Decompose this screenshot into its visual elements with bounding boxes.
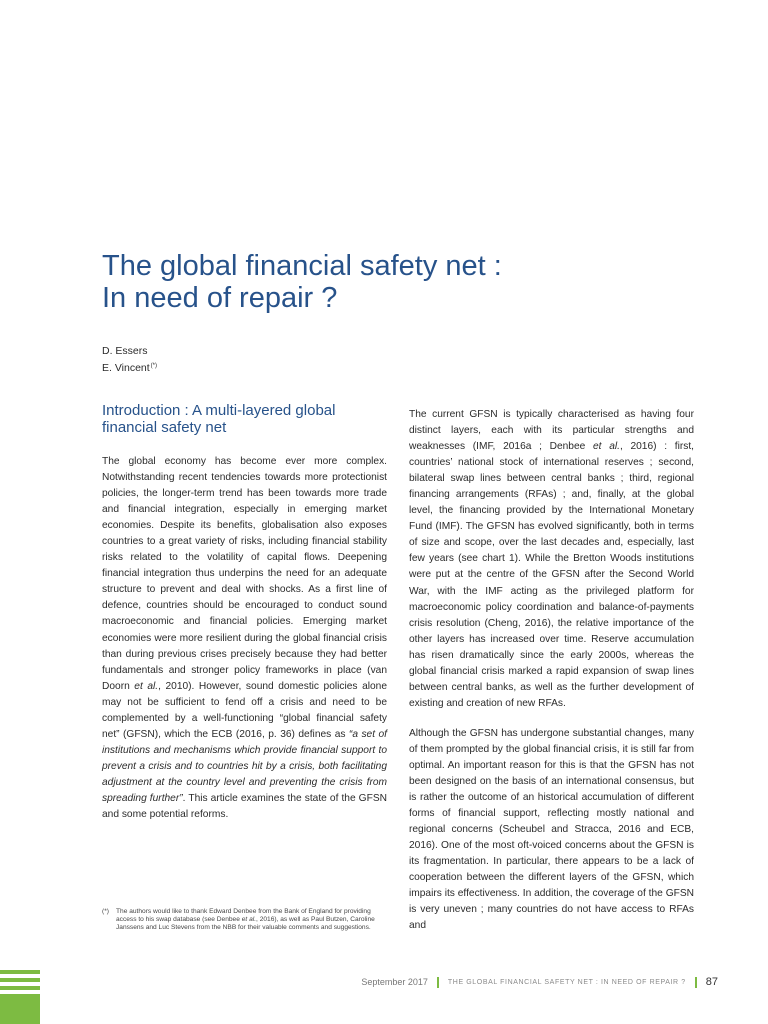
footnote (102, 908, 392, 932)
footer-separator (695, 977, 697, 988)
gfsn-layers-text-1: The current GFSN is typically characterised as having four distinct layers, each with its particular strengths and weaknesses (IMF, 2016a ; Denbee (409, 409, 694, 453)
intro-text-3: . This article examines the state of the GFSN and some potential reforms. (102, 792, 387, 821)
author-vincent: E. Vincent (102, 362, 150, 374)
footer-separator (437, 977, 439, 988)
corner-block (0, 994, 40, 1024)
corner-decoration (0, 970, 40, 1024)
footnote-text (116, 908, 392, 932)
section-heading-introduction: Introduction : A multi-layered global financial safety net (102, 402, 336, 436)
author-essers: D. Essers (102, 345, 148, 357)
article-title-line-2: In need of repair ? (102, 282, 338, 314)
page-footer (361, 976, 718, 988)
gfsn-layers-et-al: et al. (593, 441, 620, 453)
intro-paragraph (102, 454, 387, 823)
footnote-et-al: et al. (241, 916, 257, 923)
corner-bar-3 (0, 986, 40, 990)
gfsn-concerns-paragraph: Although the GFSN has undergone substantial changes, many of them prompted by the global financial crisis, it is still far from optimal. An important reason for this is that the GFSN has not been designed on the basis of an international consensus, but is rather the outcome of an historical accumulation of different forms of financial support, reflecting mostly national and regional concerns (Scheubel and Stracca, 2016 and ECB, 2016). One of the most oft-voiced concerns about the GFSN is its fragmentation. In particular, there appears to be a lack of cooperation between the different layers of the GFSN, which impairs its effectiveness. In addition, the coverage of the GFSN is very uneven ; many countries do not have access to RFAs and (409, 727, 694, 932)
left-column (102, 402, 387, 837)
corner-bar-1 (0, 970, 40, 974)
footer-running-title: THE GLOBAL FINANCIAL SAFETY NET : IN NEED OF REPAIR ? (447, 978, 686, 986)
page-number: 87 (705, 976, 718, 988)
footer-date: September 2017 (361, 977, 428, 987)
footnote-text-2: , 2016), as well as Paul Butzen, Caroline Janssens and Luc Stevens from the NBB for their valuable comments and suggestions. (116, 916, 375, 931)
footnote-text-1: The authors would like to thank Edward Denbee from the Bank of England for providing access to his swap database (see Denbee (116, 908, 371, 923)
footnote-mark: (*) (102, 908, 109, 915)
intro-et-al: et al. (134, 680, 159, 692)
author-footnote-mark: (*) (150, 363, 158, 369)
gfsn-layers-text-2: , 2016) : first, countries’ national stock of international reserves ; second, bilateral swap lines between central banks ; third, regional financing arrangements (RFAs) ; and, finally, at the global level, the financing provided by the International Monetary Fund (IMF). The GFSN has evolved significantly, both in terms of size and scope, over the last decades and, especially, last few years (see chart 1). While the Bretton Woods institutions were put at the centre of the GFSN after the Second World War, with the IMF acting as the privileged platform for macroeconomic policy coordination and balance-of-payments crisis resolution (Cheng, 2016), the relative importance of the other layers has increased over time. Reserve accumulation has risen dramatically since the early 2000s, whereas the global financial crisis marked a rapid expansion of swap lines between central banks, as well as the further development of existing and creation of new RFAs. (409, 441, 694, 709)
intro-gfsn-definition-quote: “a set of institutions and mechanisms which provide financial support to prevent a crisis and to countries hit by a crisis, both facilitating adjustment at the country level and preventing the crisis from spreading further” (102, 728, 387, 804)
gfsn-layers-paragraph (409, 407, 694, 712)
intro-text-2: , 2010). However, sound domestic policies alone may not be sufficient to fend off a crisis and need to be complemented by a well-functioning “global financial safety net” (GFSN), which the ECB (2016, p. 36) defines as (102, 680, 387, 740)
author-vincent-row (102, 359, 157, 376)
intro-text-1: The global economy has become ever more complex. Notwithstanding recent tendencies towards more protectionist policies, the longer-term trend has been towards more trade and financial integration, especially in emerging market economies. Despite its benefits, globalisation also exposes countries to a great variety of risks, including financial stability risks related to the volatility of capital flows. Deepening financial integration thus underpins the need for an adequate structure to prevent and deal with shocks. As a first line of defence, countries should be encouraged to conduct sound macroeconomic and financial policies. Emerging market economies were more resilient during the global financial crisis than during previous crises precisely because they had better fundamentals and stronger policy frameworks in place (van Doorn (102, 456, 387, 692)
article-title-line-1: The global financial safety net : (102, 250, 502, 282)
author-list (102, 344, 157, 376)
corner-bar-2 (0, 978, 40, 982)
article-title (102, 250, 702, 314)
right-column (409, 407, 694, 949)
